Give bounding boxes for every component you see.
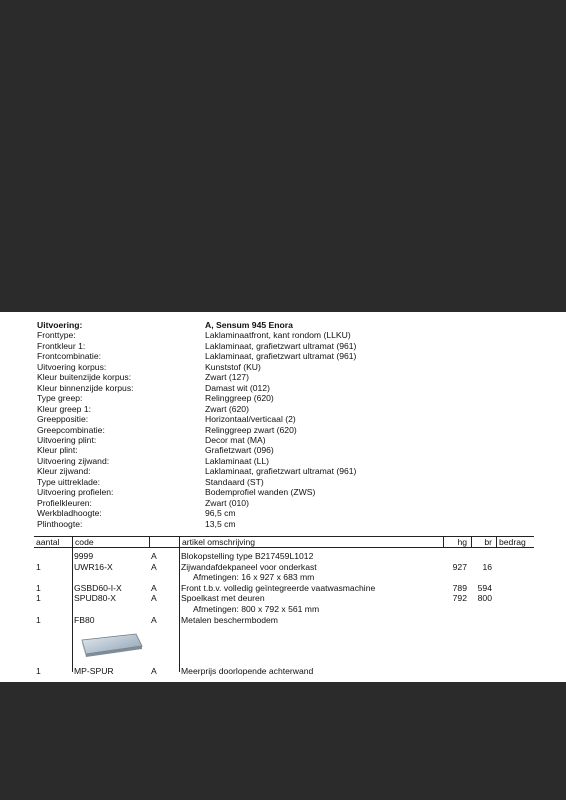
spec-row: [37, 425, 537, 435]
article-table: [34, 536, 534, 676]
spec-heading: [37, 320, 537, 330]
spec-row: [37, 414, 537, 424]
spec-label: Uitvoering zijwand:: [37, 455, 110, 466]
spec-row: [37, 508, 537, 518]
spec-value: Laklaminaat (LL): [205, 455, 270, 466]
spec-label: Greepcombinatie:: [37, 424, 105, 435]
spec-value: Laklaminaatfront, kant rondom (LLKU): [205, 330, 351, 341]
spec-row: [37, 330, 537, 340]
cell-desc: Meerprijs doorlopende achterwand: [181, 665, 314, 676]
cell-br: [471, 551, 496, 562]
cell-br: 16: [482, 561, 492, 572]
cell-br: 594: [477, 582, 492, 593]
spec-value: Standaard (ST): [205, 476, 264, 487]
header-bedrag: bedrag: [496, 537, 534, 547]
header-desc: artikel omschrijving: [179, 537, 443, 547]
spec-label: Plinthoogte:: [37, 518, 83, 529]
spec-value: Decor mat (MA): [205, 434, 266, 445]
header-hg: hg: [443, 537, 471, 547]
cell-code-text: FB80: [74, 615, 95, 625]
cell-desc: Front t.b.v. volledig geïntegreerde vaatwasmachine: [181, 582, 376, 593]
spec-value: Laklaminaat, grafietzwart ultramat (961): [205, 466, 357, 477]
cell-flag: A: [151, 665, 157, 676]
spec-label: Uitvoering profielen:: [37, 487, 114, 498]
spec-label: Profielkleuren:: [37, 497, 92, 508]
spec-label: Greeppositie:: [37, 414, 89, 425]
cell-desc: Zijwandafdekpaneel voor onderkast: [181, 561, 317, 572]
cell-aantal: [34, 551, 72, 562]
cell-aantal: 1: [36, 665, 41, 676]
spec-label: Kleur zijwand:: [37, 466, 91, 477]
table-row: [34, 562, 534, 573]
spec-label: Werkbladhoogte:: [37, 508, 102, 519]
document-sheet: [0, 312, 566, 682]
cell-br: 800: [477, 593, 492, 603]
spec-row: [37, 487, 537, 497]
spec-label: Frontcombinatie:: [37, 351, 102, 362]
header-code: code: [72, 537, 149, 547]
cell-dimensions: Afmetingen: 800 x 792 x 561 mm: [193, 603, 320, 614]
spec-row: [37, 341, 537, 351]
cell-code: SPUD80-X: [74, 593, 117, 603]
cell-empty: [149, 572, 179, 583]
cell-hg: 792: [452, 593, 467, 603]
spec-row: [37, 383, 537, 393]
cell-dimensions: Afmetingen: 16 x 927 x 683 mm: [193, 572, 315, 582]
table-row: [34, 551, 534, 562]
table-row-detail: [34, 572, 534, 583]
spec-row: [37, 351, 537, 361]
table-row: [34, 666, 534, 677]
spec-row: [37, 445, 537, 455]
spec-label: Kleur binnenzijde korpus:: [37, 382, 134, 393]
spec-label: Type uittreklade:: [37, 476, 101, 487]
header-aantal: aantal: [36, 537, 60, 547]
spec-row: [37, 435, 537, 445]
spec-value: Grafietzwart (096): [205, 445, 274, 456]
cell-aantal: 1: [36, 615, 41, 625]
spec-row: [37, 404, 537, 414]
header-flag: [149, 537, 179, 547]
spec-label: Uitvoering plint:: [37, 434, 97, 445]
spec-value: Bodemprofiel wanden (ZWS): [205, 487, 316, 498]
bottom-dark-band: [0, 682, 566, 800]
table-row: [34, 583, 534, 594]
cell-code: UWR16-X: [74, 561, 113, 572]
spec-value: Damast wit (012): [205, 382, 270, 393]
table-row: [34, 593, 534, 604]
cell-aantal: 1: [36, 561, 41, 572]
cell-flag: A: [151, 582, 157, 593]
cell-desc: Spoelkast met deuren: [181, 593, 265, 603]
spec-label: Type greep:: [37, 393, 83, 404]
cell-empty: [149, 604, 179, 615]
cell-aantal: 1: [36, 593, 41, 603]
spec-label: Kleur greep 1:: [37, 403, 91, 414]
column-divider: [72, 548, 73, 672]
cell-empty: [72, 604, 149, 615]
cell-desc: Metalen beschermbodem: [181, 615, 278, 625]
spec-label: Kleur buitenzijde korpus:: [37, 372, 132, 383]
metal-tray-image: [76, 630, 144, 662]
spec-label: Frontkleur 1:: [37, 340, 86, 351]
cell-code: [72, 615, 149, 626]
spec-value: Relinggreep zwart (620): [205, 424, 297, 435]
spec-row: [37, 456, 537, 466]
cell-empty: [72, 572, 149, 583]
column-divider: [179, 548, 180, 672]
header-br: br: [471, 537, 496, 547]
spec-value: Zwart (010): [205, 497, 249, 508]
spec-value: Horizontaal/verticaal (2): [205, 414, 296, 425]
spec-row: [37, 498, 537, 508]
spec-value: 96,5 cm: [205, 508, 236, 519]
spec-row: [37, 477, 537, 487]
cell-flag: A: [151, 551, 157, 561]
spec-value: Relinggreep (620): [205, 393, 274, 404]
spec-label: Uitvoering korpus:: [37, 361, 107, 372]
cell-flag: A: [151, 593, 157, 603]
spec-value: 13,5 cm: [205, 518, 236, 529]
cell-hg: [443, 551, 471, 562]
spec-heading-label: Uitvoering:: [37, 320, 83, 330]
table-body: [34, 548, 534, 676]
specification-block: [37, 320, 537, 529]
cell-flag: A: [151, 615, 157, 625]
cell-hg: 927: [452, 561, 467, 572]
cell-br: [471, 666, 496, 677]
cell-code: MP-SPUR: [74, 665, 114, 676]
top-dark-band: [0, 0, 566, 312]
spec-label: Kleur plint:: [37, 445, 78, 456]
spec-label: Fronttype:: [37, 330, 76, 341]
spec-row: [37, 372, 537, 382]
cell-code: 9999: [74, 551, 94, 561]
spec-value: Kunststof (KU): [205, 361, 261, 372]
spec-value: Zwart (620): [205, 403, 249, 414]
cell-empty: [34, 604, 72, 615]
spec-row: [37, 519, 537, 529]
table-header: [34, 536, 534, 548]
spec-row: [37, 466, 537, 476]
spec-value: Zwart (127): [205, 372, 249, 383]
spec-value: Laklaminaat, grafietzwart ultramat (961): [205, 351, 357, 362]
spec-value: Laklaminaat, grafietzwart ultramat (961): [205, 340, 357, 351]
cell-desc: Blokopstelling type B217459L1012: [181, 551, 314, 561]
cell-hg: 789: [452, 582, 467, 593]
table-row-detail: [34, 604, 534, 615]
cell-aantal: 1: [36, 582, 41, 593]
table-row: [34, 615, 534, 626]
cell-hg: [443, 666, 471, 677]
cell-flag: A: [151, 561, 157, 572]
spec-heading-value: A, Sensum 945 Enora: [205, 320, 293, 330]
cell-empty: [34, 572, 72, 583]
product-image-cell: [34, 626, 534, 664]
spec-row: [37, 393, 537, 403]
spec-row: [37, 362, 537, 372]
cell-code: GSBD60-I-X: [74, 582, 122, 593]
